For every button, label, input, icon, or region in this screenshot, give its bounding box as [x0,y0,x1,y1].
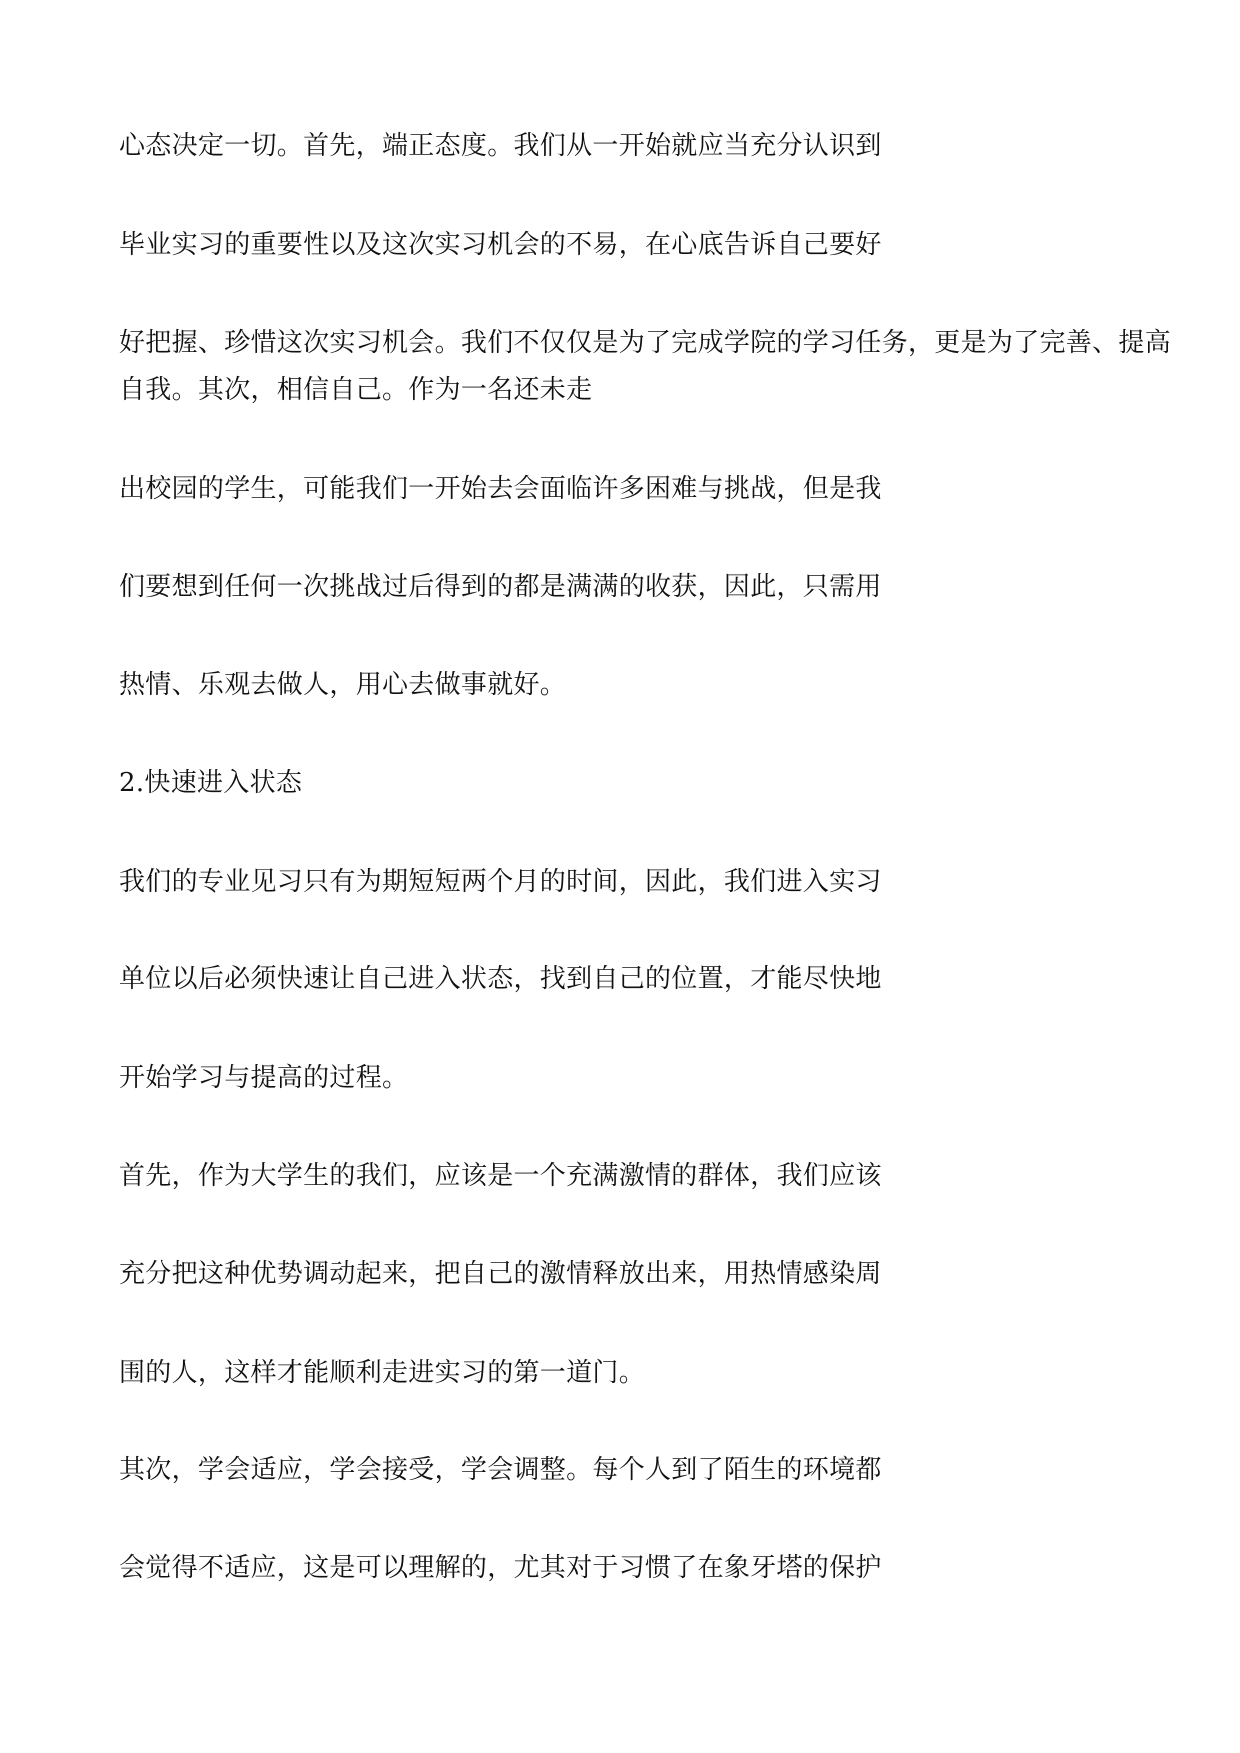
paragraph-line: 充分把这种优势调动起来，把自己的激情释放出来，用热情感染周 [119,1259,882,1289]
paragraph-line: 围的人，这样才能顺利走进实习的第一道门。 [119,1358,646,1388]
paragraph-line: 毕业实习的重要性以及这次实习机会的不易，在心底告诉自己要好 [119,230,882,260]
paragraph-line: 好把握、珍惜这次实习机会。我们不仅仅是为了完成学院的学习任务，更是为了完善、提高 [119,328,1172,358]
section-heading: 2.快速进入状态 [119,768,303,798]
paragraph-line: 自我。其次，相信自己。作为一名还未走 [119,375,593,405]
paragraph-line: 单位以后必须快速让自己进入状态，找到自己的位置，才能尽快地 [119,964,882,994]
paragraph-line: 会觉得不适应，这是可以理解的，尤其对于习惯了在象牙塔的保护 [119,1553,882,1583]
paragraph-line: 出校园的学生，可能我们一开始去会面临许多困难与挑战，但是我 [119,474,882,504]
paragraph-line: 开始学习与提高的过程。 [119,1063,409,1093]
paragraph-line: 们要想到任何一次挑战过后得到的都是满满的收获，因此，只需用 [119,572,882,602]
paragraph-line: 其次，学会适应，学会接受，学会调整。每个人到了陌生的环境都 [119,1455,882,1485]
paragraph-line: 首先，作为大学生的我们，应该是一个充满激情的群体，我们应该 [119,1161,882,1191]
paragraph-line: 热情、乐观去做人，用心去做事就好。 [119,670,567,700]
paragraph-line: 心态决定一切。首先，端正态度。我们从一开始就应当充分认识到 [119,131,882,161]
paragraph-line: 我们的专业见习只有为期短短两个月的时间，因此，我们进入实习 [119,867,882,897]
